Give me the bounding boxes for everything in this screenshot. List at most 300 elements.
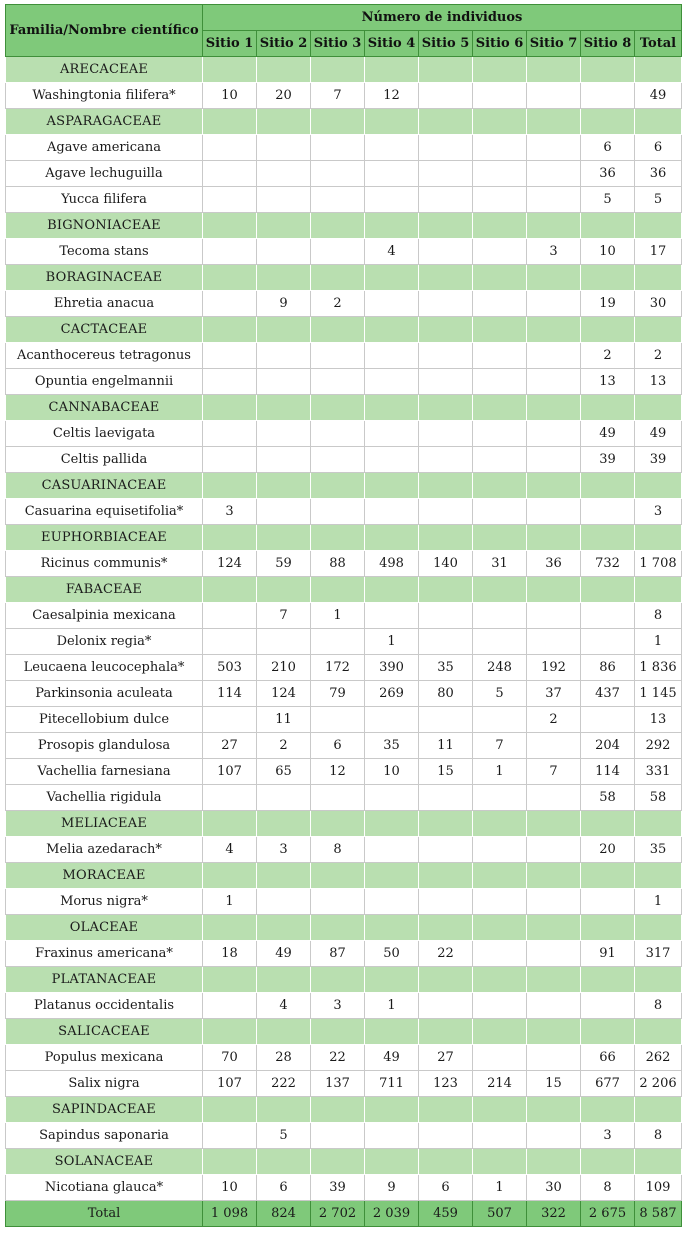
site-7-count <box>527 135 581 161</box>
site-5-count <box>419 707 473 733</box>
species-total: 13 <box>635 707 682 733</box>
family-empty-cell <box>419 109 473 135</box>
site-1-count: 10 <box>203 83 257 109</box>
site-4-count <box>365 889 419 915</box>
family-empty-cell <box>311 265 365 291</box>
site-8-count: 114 <box>581 759 635 785</box>
site-3-count <box>311 187 365 213</box>
family-empty-cell <box>635 811 682 837</box>
species-name: Celtis laevigata <box>6 421 203 447</box>
site-7-count <box>527 161 581 187</box>
site-7-count <box>527 343 581 369</box>
site-1-count <box>203 993 257 1019</box>
species-row <box>6 1045 682 1071</box>
family-empty-cell <box>203 395 257 421</box>
family-empty-cell <box>311 57 365 83</box>
site-2-count: 11 <box>257 707 311 733</box>
species-total: 3 <box>635 499 682 525</box>
species-row <box>6 161 682 187</box>
family-empty-cell <box>473 863 527 889</box>
site-6-count: 214 <box>473 1071 527 1097</box>
site-7-count <box>527 1045 581 1071</box>
family-empty-cell <box>635 57 682 83</box>
site-3-count <box>311 629 365 655</box>
site-7-count <box>527 421 581 447</box>
species-total: 6 <box>635 135 682 161</box>
species-row <box>6 655 682 681</box>
site-7-count <box>527 187 581 213</box>
species-total: 8 <box>635 993 682 1019</box>
family-empty-cell <box>203 525 257 551</box>
site-5-count <box>419 187 473 213</box>
species-name: Melia azedarach* <box>6 837 203 863</box>
site-1-count: 27 <box>203 733 257 759</box>
site-3-count <box>311 785 365 811</box>
family-empty-cell <box>311 473 365 499</box>
table-footer <box>6 1201 682 1227</box>
species-row <box>6 135 682 161</box>
family-empty-cell <box>527 1019 581 1045</box>
family-empty-cell <box>257 473 311 499</box>
site-6-count <box>473 837 527 863</box>
site-6-count <box>473 785 527 811</box>
site-1-count: 503 <box>203 655 257 681</box>
site-3-count: 6 <box>311 733 365 759</box>
site-6-count <box>473 135 527 161</box>
site-6-count <box>473 291 527 317</box>
family-empty-cell <box>419 863 473 889</box>
species-row <box>6 993 682 1019</box>
species-name: Pitecellobium dulce <box>6 707 203 733</box>
family-row <box>6 1019 682 1045</box>
site-8-count <box>581 499 635 525</box>
species-total: 262 <box>635 1045 682 1071</box>
header-family-name: Familia/Nombre científico <box>6 5 203 57</box>
header-site-7: Sitio 7 <box>527 31 581 57</box>
family-empty-cell <box>581 915 635 941</box>
family-empty-cell <box>311 213 365 239</box>
family-row <box>6 317 682 343</box>
species-total: 49 <box>635 421 682 447</box>
family-empty-cell <box>581 1149 635 1175</box>
site-5-count <box>419 447 473 473</box>
family-empty-cell <box>581 109 635 135</box>
family-empty-cell <box>203 863 257 889</box>
site-8-count: 8 <box>581 1175 635 1201</box>
family-empty-cell <box>365 811 419 837</box>
family-empty-cell <box>203 57 257 83</box>
site-2-count: 3 <box>257 837 311 863</box>
site-3-count <box>311 707 365 733</box>
site-4-count: 1 <box>365 629 419 655</box>
family-empty-cell <box>257 1019 311 1045</box>
site-6-count <box>473 421 527 447</box>
species-total: 2 206 <box>635 1071 682 1097</box>
site-6-count <box>473 161 527 187</box>
site-3-count <box>311 161 365 187</box>
site-2-count: 49 <box>257 941 311 967</box>
family-empty-cell <box>419 1097 473 1123</box>
family-empty-cell <box>311 395 365 421</box>
site-3-count: 2 <box>311 291 365 317</box>
species-row <box>6 343 682 369</box>
species-name: Casuarina equisetifolia* <box>6 499 203 525</box>
site-1-count: 107 <box>203 1071 257 1097</box>
grand-total: 8 587 <box>635 1201 682 1227</box>
site-5-count <box>419 239 473 265</box>
family-empty-cell <box>527 967 581 993</box>
site-4-count <box>365 187 419 213</box>
site-7-count <box>527 447 581 473</box>
site-5-count <box>419 603 473 629</box>
site-2-count: 9 <box>257 291 311 317</box>
site-6-count: 5 <box>473 681 527 707</box>
site-8-count: 732 <box>581 551 635 577</box>
family-empty-cell <box>203 213 257 239</box>
family-empty-cell <box>581 525 635 551</box>
site-5-count <box>419 161 473 187</box>
family-empty-cell <box>311 1149 365 1175</box>
family-empty-cell <box>635 863 682 889</box>
species-total: 8 <box>635 603 682 629</box>
family-row <box>6 57 682 83</box>
family-empty-cell <box>527 213 581 239</box>
family-empty-cell <box>581 967 635 993</box>
site-5-count <box>419 291 473 317</box>
family-row <box>6 967 682 993</box>
site-1-count <box>203 291 257 317</box>
site-5-count <box>419 421 473 447</box>
species-name: Leucaena leucocephala* <box>6 655 203 681</box>
site-4-count <box>365 603 419 629</box>
site-6-count <box>473 369 527 395</box>
site-8-count: 5 <box>581 187 635 213</box>
species-total: 30 <box>635 291 682 317</box>
family-empty-cell <box>257 1149 311 1175</box>
family-empty-cell <box>311 915 365 941</box>
family-empty-cell <box>257 265 311 291</box>
site-4-count <box>365 837 419 863</box>
family-empty-cell <box>311 577 365 603</box>
family-empty-cell <box>419 213 473 239</box>
site-1-count: 10 <box>203 1175 257 1201</box>
family-empty-cell <box>203 915 257 941</box>
species-total: 13 <box>635 369 682 395</box>
total-site-6: 507 <box>473 1201 527 1227</box>
family-empty-cell <box>419 915 473 941</box>
total-site-4: 2 039 <box>365 1201 419 1227</box>
site-3-count: 1 <box>311 603 365 629</box>
site-4-count: 269 <box>365 681 419 707</box>
site-7-count: 37 <box>527 681 581 707</box>
family-row <box>6 915 682 941</box>
family-empty-cell <box>527 317 581 343</box>
site-3-count <box>311 421 365 447</box>
family-empty-cell <box>473 525 527 551</box>
family-empty-cell <box>527 863 581 889</box>
family-empty-cell <box>581 863 635 889</box>
species-name: Ehretia anacua <box>6 291 203 317</box>
family-empty-cell <box>257 57 311 83</box>
species-row <box>6 239 682 265</box>
family-empty-cell <box>257 109 311 135</box>
site-2-count <box>257 161 311 187</box>
species-name: Celtis pallida <box>6 447 203 473</box>
family-empty-cell <box>203 1097 257 1123</box>
site-4-count <box>365 161 419 187</box>
header-site-5: Sitio 5 <box>419 31 473 57</box>
header-site-2: Sitio 2 <box>257 31 311 57</box>
site-6-count <box>473 1045 527 1071</box>
species-row <box>6 291 682 317</box>
site-6-count: 7 <box>473 733 527 759</box>
family-empty-cell <box>257 1097 311 1123</box>
header-site-1: Sitio 1 <box>203 31 257 57</box>
family-empty-cell <box>635 1019 682 1045</box>
species-total: 36 <box>635 161 682 187</box>
site-7-count <box>527 603 581 629</box>
family-empty-cell <box>527 109 581 135</box>
family-empty-cell <box>419 811 473 837</box>
site-8-count <box>581 993 635 1019</box>
species-name: Vachellia rigidula <box>6 785 203 811</box>
family-empty-cell <box>581 265 635 291</box>
family-empty-cell <box>365 577 419 603</box>
site-3-count: 3 <box>311 993 365 1019</box>
site-8-count: 20 <box>581 837 635 863</box>
site-1-count <box>203 343 257 369</box>
species-row <box>6 941 682 967</box>
family-empty-cell <box>635 915 682 941</box>
site-4-count <box>365 291 419 317</box>
family-row <box>6 109 682 135</box>
site-5-count: 6 <box>419 1175 473 1201</box>
total-site-2: 824 <box>257 1201 311 1227</box>
family-empty-cell <box>581 213 635 239</box>
site-8-count: 39 <box>581 447 635 473</box>
family-empty-cell <box>365 915 419 941</box>
site-2-count: 222 <box>257 1071 311 1097</box>
species-row <box>6 187 682 213</box>
family-empty-cell <box>365 317 419 343</box>
site-7-count <box>527 837 581 863</box>
site-1-count <box>203 1123 257 1149</box>
family-row <box>6 1097 682 1123</box>
family-empty-cell <box>311 863 365 889</box>
family-empty-cell <box>527 395 581 421</box>
site-1-count <box>203 187 257 213</box>
family-empty-cell <box>635 213 682 239</box>
header-site-6: Sitio 6 <box>473 31 527 57</box>
site-8-count: 677 <box>581 1071 635 1097</box>
site-2-count: 65 <box>257 759 311 785</box>
site-2-count <box>257 135 311 161</box>
species-row <box>6 369 682 395</box>
site-7-count <box>527 733 581 759</box>
family-empty-cell <box>473 811 527 837</box>
family-empty-cell <box>527 1097 581 1123</box>
species-name: Parkinsonia aculeata <box>6 681 203 707</box>
species-name: Caesalpinia mexicana <box>6 603 203 629</box>
family-empty-cell <box>581 57 635 83</box>
species-total: 58 <box>635 785 682 811</box>
site-4-count: 498 <box>365 551 419 577</box>
species-total: 49 <box>635 83 682 109</box>
family-empty-cell <box>635 1149 682 1175</box>
family-empty-cell <box>581 317 635 343</box>
species-row <box>6 733 682 759</box>
header-total: Total <box>635 31 682 57</box>
family-empty-cell <box>419 967 473 993</box>
site-6-count <box>473 1123 527 1149</box>
site-4-count: 9 <box>365 1175 419 1201</box>
family-empty-cell <box>311 317 365 343</box>
family-empty-cell <box>311 525 365 551</box>
site-2-count <box>257 629 311 655</box>
site-3-count <box>311 1123 365 1149</box>
site-2-count: 28 <box>257 1045 311 1071</box>
family-name: CACTACEAE <box>6 317 203 343</box>
site-3-count: 39 <box>311 1175 365 1201</box>
site-1-count <box>203 135 257 161</box>
family-empty-cell <box>635 109 682 135</box>
site-1-count: 4 <box>203 837 257 863</box>
family-row <box>6 863 682 889</box>
family-empty-cell <box>203 265 257 291</box>
family-empty-cell <box>365 1097 419 1123</box>
family-empty-cell <box>527 525 581 551</box>
site-2-count <box>257 343 311 369</box>
site-3-count: 79 <box>311 681 365 707</box>
site-4-count: 711 <box>365 1071 419 1097</box>
family-empty-cell <box>257 577 311 603</box>
site-2-count: 2 <box>257 733 311 759</box>
family-empty-cell <box>257 317 311 343</box>
family-empty-cell <box>311 967 365 993</box>
header-site-3: Sitio 3 <box>311 31 365 57</box>
family-row <box>6 525 682 551</box>
site-6-count: 248 <box>473 655 527 681</box>
family-empty-cell <box>635 317 682 343</box>
site-6-count <box>473 83 527 109</box>
site-5-count <box>419 889 473 915</box>
site-2-count <box>257 447 311 473</box>
site-5-count <box>419 343 473 369</box>
site-4-count: 50 <box>365 941 419 967</box>
site-4-count <box>365 707 419 733</box>
site-7-count <box>527 785 581 811</box>
family-name: SALICACEAE <box>6 1019 203 1045</box>
family-empty-cell <box>635 265 682 291</box>
site-7-count <box>527 499 581 525</box>
site-2-count <box>257 239 311 265</box>
family-row <box>6 1149 682 1175</box>
site-7-count: 30 <box>527 1175 581 1201</box>
species-name: Agave lechuguilla <box>6 161 203 187</box>
species-row <box>6 499 682 525</box>
family-empty-cell <box>203 967 257 993</box>
family-empty-cell <box>473 1019 527 1045</box>
family-empty-cell <box>311 811 365 837</box>
species-total: 331 <box>635 759 682 785</box>
species-total: 1 836 <box>635 655 682 681</box>
species-total: 109 <box>635 1175 682 1201</box>
site-5-count: 27 <box>419 1045 473 1071</box>
species-row <box>6 707 682 733</box>
site-6-count <box>473 603 527 629</box>
family-empty-cell <box>635 395 682 421</box>
species-row <box>6 447 682 473</box>
site-5-count: 15 <box>419 759 473 785</box>
family-empty-cell <box>527 577 581 603</box>
species-name: Sapindus saponaria <box>6 1123 203 1149</box>
family-empty-cell <box>527 473 581 499</box>
site-8-count <box>581 889 635 915</box>
site-4-count: 10 <box>365 759 419 785</box>
site-5-count <box>419 83 473 109</box>
site-2-count <box>257 499 311 525</box>
site-1-count <box>203 369 257 395</box>
family-empty-cell <box>365 109 419 135</box>
site-5-count <box>419 837 473 863</box>
family-row <box>6 577 682 603</box>
site-4-count <box>365 421 419 447</box>
site-8-count <box>581 83 635 109</box>
site-1-count <box>203 629 257 655</box>
site-5-count <box>419 993 473 1019</box>
family-empty-cell <box>365 967 419 993</box>
species-name: Washingtonia filifera* <box>6 83 203 109</box>
site-6-count <box>473 629 527 655</box>
site-4-count <box>365 499 419 525</box>
site-8-count: 10 <box>581 239 635 265</box>
species-total: 1 145 <box>635 681 682 707</box>
species-row <box>6 83 682 109</box>
family-empty-cell <box>419 317 473 343</box>
family-name: MELIACEAE <box>6 811 203 837</box>
family-empty-cell <box>203 577 257 603</box>
total-site-5: 459 <box>419 1201 473 1227</box>
site-7-count <box>527 629 581 655</box>
family-empty-cell <box>635 577 682 603</box>
site-5-count: 80 <box>419 681 473 707</box>
species-row <box>6 1123 682 1149</box>
site-7-count: 15 <box>527 1071 581 1097</box>
total-site-1: 1 098 <box>203 1201 257 1227</box>
family-empty-cell <box>311 109 365 135</box>
family-empty-cell <box>365 1149 419 1175</box>
species-name: Agave americana <box>6 135 203 161</box>
family-row <box>6 473 682 499</box>
species-name: Delonix regia* <box>6 629 203 655</box>
site-5-count: 22 <box>419 941 473 967</box>
site-4-count: 35 <box>365 733 419 759</box>
family-empty-cell <box>365 473 419 499</box>
family-empty-cell <box>419 265 473 291</box>
site-8-count: 36 <box>581 161 635 187</box>
family-name: BORAGINACEAE <box>6 265 203 291</box>
family-empty-cell <box>581 577 635 603</box>
family-empty-cell <box>635 1097 682 1123</box>
site-1-count: 18 <box>203 941 257 967</box>
site-1-count: 70 <box>203 1045 257 1071</box>
family-empty-cell <box>203 1019 257 1045</box>
species-name: Vachellia farnesiana <box>6 759 203 785</box>
family-empty-cell <box>203 317 257 343</box>
species-total: 2 <box>635 343 682 369</box>
site-3-count: 7 <box>311 83 365 109</box>
site-1-count <box>203 421 257 447</box>
